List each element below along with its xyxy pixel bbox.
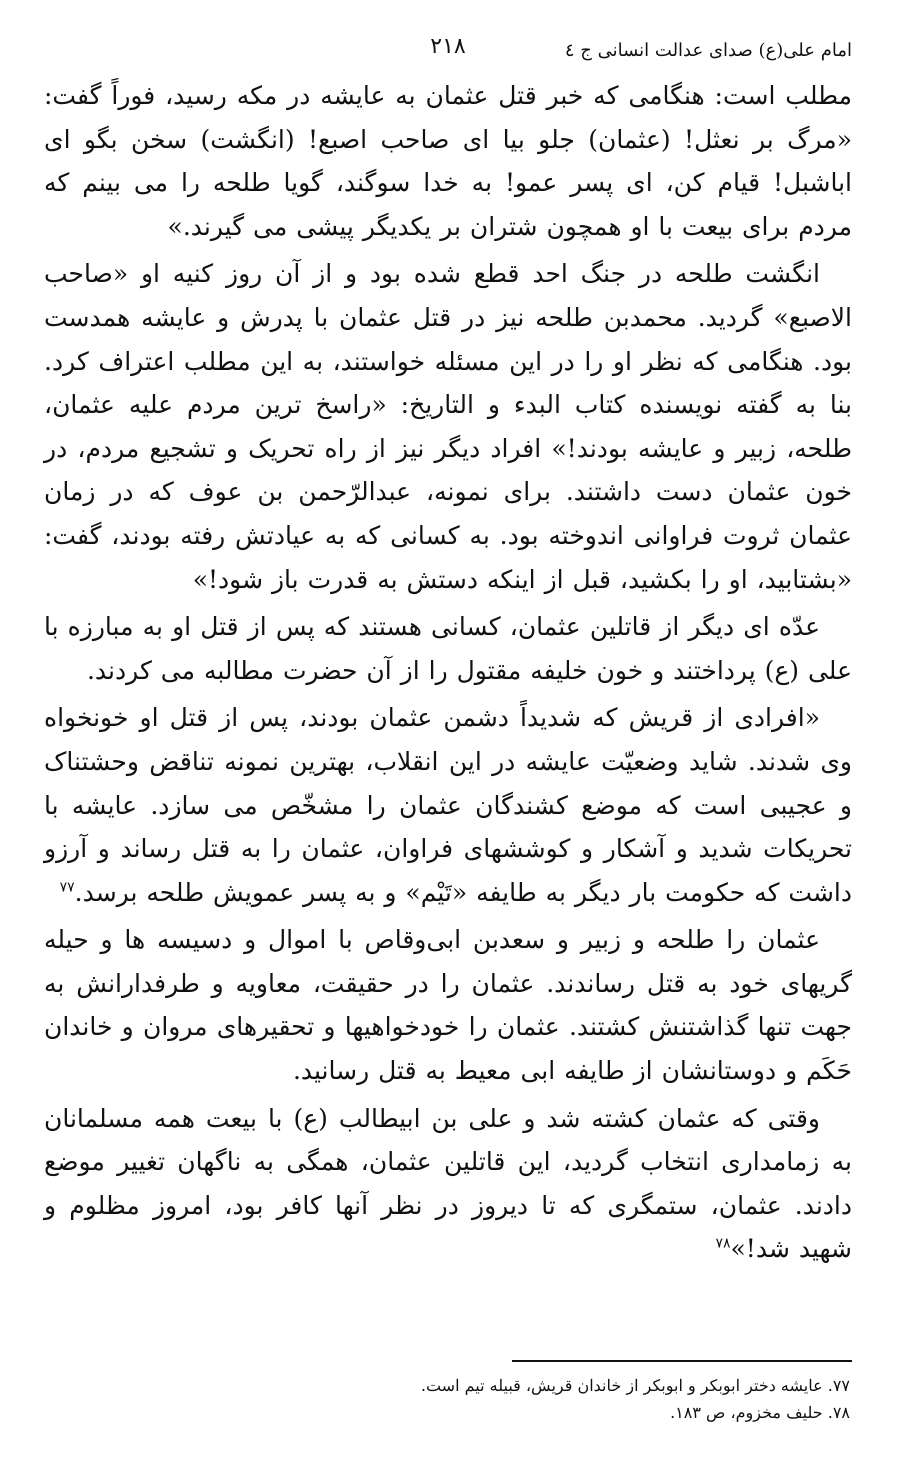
paragraph bbox=[44, 605, 852, 692]
footnote: ٧٧. عایشه دختر ابوبکر و ابوبکر از خاندان قریش، قبیله تیم است. bbox=[420, 1376, 850, 1395]
footnote-separator bbox=[512, 1360, 852, 1362]
footnote: ٧٨. حلیف مخزوم، ص ١٨٣. bbox=[670, 1403, 850, 1422]
footnote-reference[interactable]: ٧٨ bbox=[715, 1236, 731, 1253]
paragraph-text: عدّه ای دیگر از قاتلین عثمان، کسانی هستند که پس از قتل او به مبارزه با علی (ع) پرداختند و خون خلیفه مقتول را از آن حضرت مطالبه می کردند. bbox=[44, 612, 852, 685]
paragraph bbox=[44, 918, 852, 1092]
footnotes bbox=[50, 1372, 850, 1426]
paragraph-text: عثمان را طلحه و زبیر و سعدبن ابی‌وقاص با اموال و دسیسه ها و حیله گریهای خود به قتل رساندند. عثمان را در حقیقت، معاویه و طرفدارانش به جهت تنها گذاشتنش کشتند. عثمان را خودخواهیها و تحقیرهای مروان و خاندان حَکَم و دوستانشان از طایفه ابی معیط به قتل رسانید. bbox=[44, 925, 852, 1086]
page-number: ٢١٨ bbox=[430, 34, 466, 59]
paragraph bbox=[44, 252, 852, 601]
page-header bbox=[44, 34, 852, 74]
paragraph-text: وقتی که عثمان کشته شد و علی بن ابیطالب (ع) با بیعت همه مسلمانان به زمامداری انتخاب گردید، این قاتلین عثمان، همگی به ناگهان تغییر موضع دادند. عثمان، ستمگری که تا دیروز در نظر آنها کافر بود، امروز مظلوم و شهید شد!» bbox=[44, 1103, 852, 1264]
paragraph bbox=[44, 74, 852, 248]
paragraph-text: مطلب است: هنگامی که خبر قتل عثمان به عایشه در مکه رسید، فوراً گفت: «مرگ بر نعثل! (عثمان) جلو بیا ای صاحب اصبع! (انگشت) سخن بگو ای اباشبل! قیام کن، ای پسر عمو! به خدا سوگند، گویا طلحه را می بینم که مردم برای بیعت با او همچون شتران بر یکدیگر پیشی می گیرند.» bbox=[44, 81, 852, 241]
footnote-reference[interactable]: ٧٧ bbox=[59, 879, 75, 896]
paragraph-text: «افرادی از قریش که شدیداً دشمن عثمان بودند، پس از قتل او خونخواه وی شدند. شاید وضعیّت عایشه در این انقلاب، بهترین نمونه تناقض وحشتناک و عجیبی است که موضع کشندگان عثمان را مشخّص می سازد. عایشه با تحریکات شدید و آشکار و کوششهای فراوان، عثمان را به قتل رساند و آرزو داشت که حکومت بار دیگر به طایفه «تَیْم» و به پسر عمویش طلحه برسد. bbox=[44, 703, 852, 907]
body-text bbox=[44, 74, 852, 1271]
paragraph bbox=[44, 1097, 852, 1271]
running-title: امام علی(ع) صدای عدالت انسانی ج ٤ bbox=[564, 40, 852, 61]
paragraph-text: انگشت طلحه در جنگ احد قطع شده بود و از آن روز کنیه او «صاحب الاصبع» گردید. محمدبن طلحه نیز در قتل عثمان با پدرش و عایشه همدست بود. هنگامی که نظر او را در این مسئله خواستند، به این مطلب اعتراف کرد. بنا به گفته نویسنده کتاب البدء و التاریخ: «راسخ ترین مردم علیه عثمان، طلحه، زبیر و عایشه بودند!» افراد دیگر نیز از راه تحریک و تشجیع مردم، در خون عثمان دست داشتند. برای نمونه، عبدالرّحمن بن عوف که در زمان عثمان ثروت فراوانی اندوخته بود. به کسانی که به عیادتش رفته بودند، گفت: «بشتابید، او را بکشید، قبل از اینکه دستش به قدرت باز شود!» bbox=[44, 259, 852, 594]
paragraph bbox=[44, 696, 852, 914]
